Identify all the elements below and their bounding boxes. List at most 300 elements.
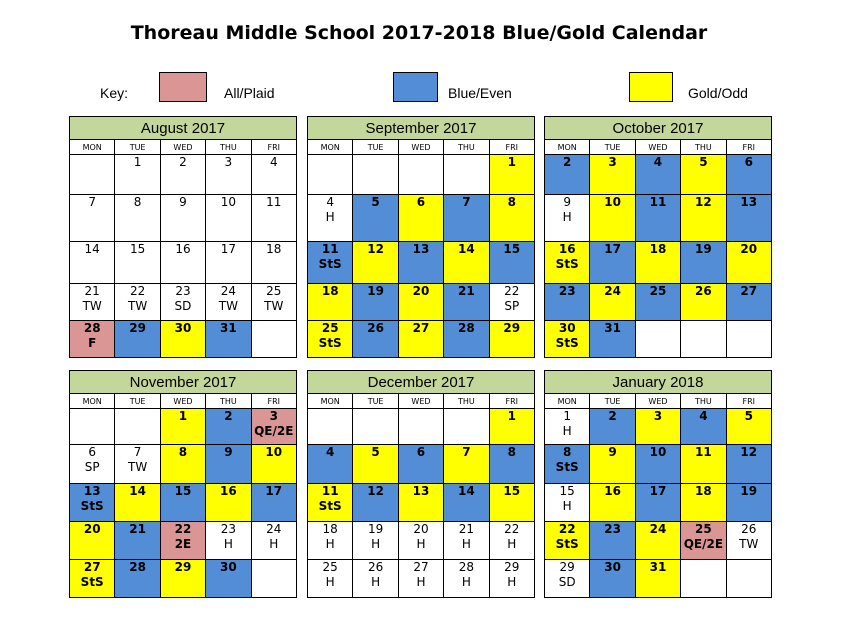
key-label: Key:	[100, 85, 129, 101]
day-cell	[353, 522, 398, 560]
day-cell	[206, 195, 251, 242]
key-label-blue: Blue/Even	[448, 85, 512, 101]
day-number: 17	[649, 484, 667, 498]
day-cell	[726, 484, 771, 522]
day-cell	[398, 484, 443, 522]
day-cell	[353, 155, 398, 195]
day-cell	[251, 195, 296, 242]
day-cell	[635, 284, 680, 321]
day-cell	[398, 321, 443, 358]
day-code: SP	[504, 299, 520, 313]
day-cell	[70, 242, 115, 284]
day-code: TW	[82, 299, 102, 313]
day-cell	[635, 155, 680, 195]
day-cell	[160, 409, 205, 445]
day-cell	[160, 155, 205, 195]
day-cell	[590, 560, 635, 598]
day-cell	[353, 284, 398, 321]
day-cell	[398, 195, 443, 242]
day-cell	[308, 284, 353, 321]
day-cell	[444, 195, 489, 242]
day-cell	[681, 560, 726, 598]
day-number: 10	[220, 195, 236, 209]
day-code: H	[562, 499, 572, 513]
day-cell	[545, 321, 590, 358]
day-number: 29	[129, 321, 146, 335]
day-number: 22	[174, 522, 192, 536]
day-cell	[726, 195, 771, 242]
day-code: StS	[80, 499, 104, 513]
day-number: 1	[563, 409, 572, 423]
day-number: 16	[604, 484, 621, 498]
day-number: 16	[175, 242, 191, 256]
day-number: 11	[266, 195, 282, 209]
day-number: 19	[367, 284, 384, 298]
day-cell	[635, 484, 680, 522]
day-cell	[635, 522, 680, 560]
day-number: 10	[604, 195, 621, 209]
day-cell	[590, 484, 635, 522]
day-cell	[681, 522, 726, 560]
day-number: 18	[322, 522, 338, 536]
key-swatch-gold	[629, 72, 673, 102]
day-cell	[206, 445, 251, 484]
weekday-header: MON	[308, 394, 353, 409]
day-number: 17	[604, 242, 621, 256]
day-number: 7	[462, 445, 471, 459]
day-number: 26	[367, 560, 384, 574]
day-number: 26	[741, 522, 757, 536]
day-number: 29	[559, 560, 575, 574]
day-number: 19	[740, 484, 758, 498]
weekday-header: THU	[444, 394, 489, 409]
day-cell	[70, 155, 115, 195]
day-number: 20	[83, 522, 101, 536]
day-cell	[206, 321, 251, 358]
day-cell	[590, 284, 635, 321]
weekday-header: THU	[681, 140, 726, 155]
day-number: 12	[367, 484, 384, 498]
day-cell	[545, 195, 590, 242]
day-cell	[444, 321, 489, 358]
day-cell	[444, 409, 489, 445]
day-cell	[251, 445, 296, 484]
day-cell	[70, 321, 115, 358]
day-cell	[489, 195, 534, 242]
day-number: 19	[367, 522, 384, 536]
day-number: 5	[371, 445, 380, 459]
key-swatch-blue	[393, 72, 438, 102]
day-cell	[489, 321, 534, 358]
key-label-gold: Gold/Odd	[688, 85, 748, 101]
day-number: 25	[695, 522, 712, 536]
day-cell	[398, 155, 443, 195]
day-cell	[590, 321, 635, 358]
day-number: 4	[326, 195, 335, 209]
day-number: 14	[458, 242, 475, 256]
day-cell	[635, 195, 680, 242]
day-number: 18	[321, 284, 339, 298]
day-number: 26	[367, 321, 384, 335]
weekday-header: FRI	[726, 140, 771, 155]
day-number: 17	[265, 484, 283, 498]
day-code: TW	[127, 460, 148, 474]
page-title: Thoreau Middle School 2017-2018 Blue/Gold Calendar	[130, 22, 708, 44]
day-number: 3	[653, 409, 663, 423]
day-cell	[70, 445, 115, 484]
day-cell	[353, 321, 398, 358]
day-cell	[444, 155, 489, 195]
day-number: 11	[695, 445, 712, 459]
day-number: 3	[608, 155, 617, 169]
day-number: 30	[558, 321, 576, 335]
day-number: 6	[88, 445, 97, 459]
day-number: 13	[83, 484, 101, 498]
key-swatch-plaid	[159, 72, 207, 102]
day-code: TW	[739, 537, 759, 551]
day-number: 22	[504, 284, 520, 298]
day-number: 15	[174, 484, 192, 498]
day-code: H	[507, 575, 517, 589]
day-number: 21	[458, 284, 475, 298]
day-code: StS	[318, 257, 342, 271]
day-cell	[681, 484, 726, 522]
day-cell	[398, 409, 443, 445]
day-number: 22	[558, 522, 576, 536]
day-cell	[635, 409, 680, 445]
day-number: 28	[458, 560, 474, 574]
day-number: 10	[649, 445, 667, 459]
day-number: 12	[367, 242, 384, 256]
day-number: 9	[179, 195, 187, 209]
day-number: 27	[412, 321, 430, 335]
weekday-header: TUE	[590, 394, 635, 409]
day-cell	[308, 155, 353, 195]
day-cell	[635, 445, 680, 484]
day-number: 6	[416, 195, 426, 209]
day-cell	[206, 522, 251, 560]
day-number: 4	[699, 409, 708, 423]
day-code: StS	[318, 499, 342, 513]
month-calendar	[69, 116, 297, 358]
day-code: H	[416, 575, 426, 589]
weekday-header: MON	[70, 140, 115, 155]
day-number: 9	[608, 445, 617, 459]
weekday-header: FRI	[489, 394, 534, 409]
day-code: StS	[555, 257, 579, 271]
day-cell	[308, 560, 353, 598]
month-calendar	[307, 116, 535, 358]
day-code: QE/2E	[254, 424, 294, 438]
day-cell	[545, 484, 590, 522]
day-cell	[681, 242, 726, 284]
day-number: 13	[740, 195, 758, 209]
day-number: 20	[413, 522, 429, 536]
day-number: 23	[604, 522, 621, 536]
day-number: 26	[695, 284, 712, 298]
day-number: 8	[563, 445, 572, 459]
day-number: 4	[326, 445, 335, 459]
day-number: 29	[174, 560, 192, 574]
day-cell	[251, 560, 296, 598]
weekday-header: TUE	[115, 394, 160, 409]
day-cell	[308, 242, 353, 284]
day-cell	[398, 522, 443, 560]
day-number: 29	[503, 321, 521, 335]
day-number: 5	[744, 409, 753, 423]
weekday-header: FRI	[251, 140, 296, 155]
day-number: 25	[321, 321, 339, 335]
day-number: 19	[695, 242, 712, 256]
day-number: 1	[133, 155, 142, 169]
day-number: 30	[604, 560, 621, 574]
day-cell	[444, 284, 489, 321]
day-number: 8	[133, 195, 142, 209]
day-number: 20	[412, 284, 430, 298]
day-number: 2	[608, 409, 617, 423]
weekday-header: MON	[308, 140, 353, 155]
day-number: 25	[649, 284, 667, 298]
day-code: StS	[555, 460, 579, 474]
day-cell	[590, 155, 635, 195]
day-number: 24	[649, 522, 667, 536]
day-number: 6	[744, 155, 753, 169]
day-code: H	[507, 537, 517, 551]
weekday-header: WED	[398, 394, 443, 409]
month-title: October 2017	[545, 117, 772, 140]
month-calendar	[544, 116, 772, 358]
day-number: 28	[129, 560, 146, 574]
day-cell	[681, 155, 726, 195]
day-number: 8	[507, 445, 516, 459]
day-cell	[308, 522, 353, 560]
day-number: 27	[83, 560, 101, 574]
day-number: 1	[507, 409, 516, 423]
day-number: 7	[133, 445, 142, 459]
weekday-header: WED	[160, 140, 205, 155]
day-cell	[444, 242, 489, 284]
day-cell	[545, 445, 590, 484]
day-cell	[115, 321, 160, 358]
day-cell	[489, 409, 534, 445]
day-number: 14	[84, 242, 100, 256]
day-number: 13	[412, 484, 430, 498]
day-code: H	[325, 537, 335, 551]
day-code: H	[461, 575, 471, 589]
day-cell	[115, 560, 160, 598]
day-number: 7	[462, 195, 471, 209]
day-code: StS	[555, 336, 579, 350]
day-number: 15	[503, 242, 521, 256]
day-number: 13	[412, 242, 430, 256]
day-number: 12	[740, 445, 758, 459]
day-number: 10	[265, 445, 283, 459]
day-number: 18	[695, 484, 712, 498]
day-cell	[444, 484, 489, 522]
day-cell	[160, 484, 205, 522]
day-cell	[398, 560, 443, 598]
weekday-header: TUE	[353, 140, 398, 155]
day-number: 9	[563, 195, 572, 209]
month-calendar	[307, 370, 535, 598]
day-number: 23	[175, 284, 191, 298]
day-cell	[681, 409, 726, 445]
day-cell	[70, 484, 115, 522]
month-calendar	[544, 370, 772, 598]
day-cell	[160, 445, 205, 484]
day-cell	[726, 155, 771, 195]
day-cell	[251, 284, 296, 321]
day-number: 30	[174, 321, 192, 335]
day-cell	[545, 284, 590, 321]
day-cell	[115, 409, 160, 445]
day-cell	[398, 242, 443, 284]
day-cell	[545, 522, 590, 560]
day-cell	[489, 484, 534, 522]
month-title: December 2017	[308, 371, 535, 394]
day-code: SD	[558, 575, 576, 589]
day-number: 8	[178, 445, 188, 459]
day-code: H	[371, 575, 381, 589]
day-cell	[681, 284, 726, 321]
key-label-plaid: All/Plaid	[224, 85, 275, 101]
day-number: 21	[458, 522, 474, 536]
month-title: January 2018	[545, 371, 772, 394]
day-cell	[635, 242, 680, 284]
month-title: November 2017	[70, 371, 297, 394]
day-cell	[726, 522, 771, 560]
day-number: 8	[507, 195, 516, 209]
day-code: H	[562, 424, 572, 438]
weekday-header: TUE	[115, 140, 160, 155]
day-code: H	[461, 537, 471, 551]
day-cell	[206, 560, 251, 598]
month-calendar	[69, 370, 297, 598]
day-number: 25	[266, 284, 282, 298]
day-cell	[590, 409, 635, 445]
day-cell	[353, 484, 398, 522]
day-cell	[545, 409, 590, 445]
day-number: 27	[740, 284, 758, 298]
day-cell	[726, 560, 771, 598]
day-cell	[726, 445, 771, 484]
day-cell	[681, 321, 726, 358]
day-cell	[115, 445, 160, 484]
day-number: 17	[220, 242, 236, 256]
day-number: 3	[224, 155, 233, 169]
day-number: 20	[740, 242, 758, 256]
weekday-header: THU	[444, 140, 489, 155]
day-number: 24	[604, 284, 621, 298]
day-cell	[206, 484, 251, 522]
weekday-header: WED	[398, 140, 443, 155]
day-number: 2	[179, 155, 187, 169]
weekday-header: THU	[681, 394, 726, 409]
day-cell	[160, 195, 205, 242]
day-cell	[489, 522, 534, 560]
day-cell	[398, 284, 443, 321]
day-number: 12	[695, 195, 712, 209]
day-cell	[726, 242, 771, 284]
day-code: SP	[84, 460, 100, 474]
day-cell	[308, 484, 353, 522]
day-code: TW	[264, 299, 284, 313]
day-cell	[398, 445, 443, 484]
day-code: StS	[80, 575, 104, 589]
day-code: F	[88, 336, 97, 350]
day-cell	[590, 242, 635, 284]
day-code: H	[416, 537, 426, 551]
day-cell	[444, 560, 489, 598]
day-number: 11	[649, 195, 667, 209]
day-code: QE/2E	[683, 537, 724, 551]
day-number: 5	[371, 195, 380, 209]
day-cell	[160, 321, 205, 358]
day-cell	[353, 195, 398, 242]
weekday-header: THU	[206, 140, 251, 155]
weekday-header: FRI	[726, 394, 771, 409]
day-cell	[160, 242, 205, 284]
day-number: 16	[220, 484, 237, 498]
day-cell	[353, 242, 398, 284]
day-cell	[308, 409, 353, 445]
day-cell	[308, 195, 353, 242]
day-number: 23	[558, 284, 576, 298]
day-code: H	[325, 575, 335, 589]
day-number: 21	[129, 522, 146, 536]
day-cell	[206, 409, 251, 445]
day-code: H	[325, 210, 335, 224]
day-cell	[353, 560, 398, 598]
day-number: 31	[649, 560, 667, 574]
weekday-header: THU	[206, 394, 251, 409]
day-number: 11	[321, 484, 339, 498]
weekday-header: FRI	[251, 394, 296, 409]
day-cell	[545, 155, 590, 195]
weekday-header: TUE	[590, 140, 635, 155]
day-cell	[251, 242, 296, 284]
day-cell	[70, 409, 115, 445]
day-code: TW	[127, 299, 148, 313]
day-cell	[590, 522, 635, 560]
day-code: H	[562, 210, 572, 224]
day-cell	[115, 284, 160, 321]
day-cell	[444, 445, 489, 484]
day-cell	[251, 484, 296, 522]
day-number: 31	[604, 321, 621, 335]
weekday-header: MON	[545, 394, 590, 409]
day-number: 15	[129, 242, 146, 256]
day-number: 15	[559, 484, 575, 498]
day-cell	[726, 409, 771, 445]
day-code: H	[269, 537, 279, 551]
weekday-header: TUE	[353, 394, 398, 409]
day-number: 24	[266, 522, 282, 536]
day-number: 1	[507, 155, 516, 169]
day-number: 2	[224, 409, 233, 423]
day-number: 4	[269, 155, 278, 169]
day-number: 24	[220, 284, 236, 298]
day-number: 1	[178, 409, 188, 423]
day-cell	[590, 195, 635, 242]
day-cell	[353, 445, 398, 484]
day-number: 11	[321, 242, 339, 256]
day-cell	[308, 321, 353, 358]
day-cell	[726, 284, 771, 321]
day-number: 22	[504, 522, 520, 536]
day-cell	[160, 522, 205, 560]
month-title: September 2017	[308, 117, 535, 140]
